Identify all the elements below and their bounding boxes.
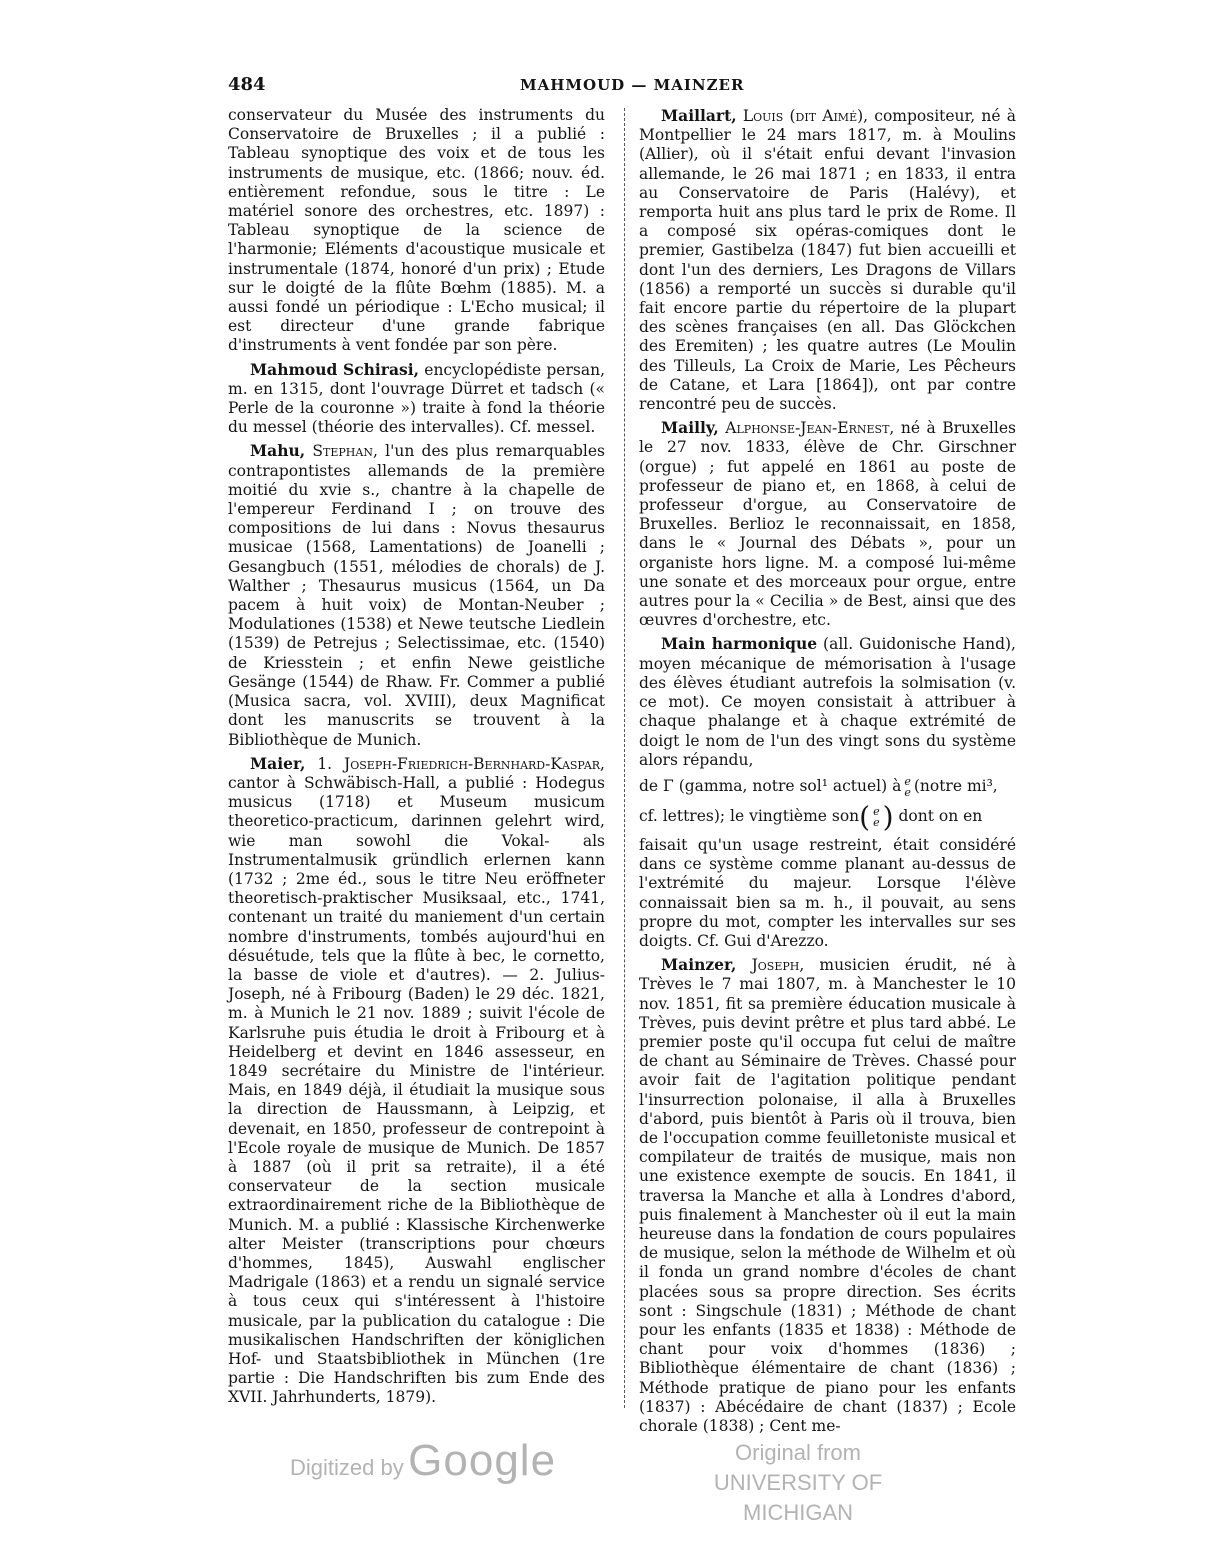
university-name: UNIVERSITY OF MICHIGAN (713, 1470, 883, 1525)
running-head: MAHMOUD — MAINZER (520, 76, 745, 94)
formula-text: de Γ (gamma, notre sol¹ actuel) à (639, 776, 902, 795)
headword: Main harmonique (661, 634, 818, 654)
fraction-bottom: e (904, 785, 911, 799)
entry-text: cantor à Schwäbisch-Hall, a publié : Hodegus musicus (1718) et Museum musicum theoretico-practicum, darinnen gelehrt wird, wie man sowohl die Vokal- als Instrumentalmusik gründlich erlernen kann (1732 ; 2me éd., sous le titre Neu eröffneter theoretisch-praktischer Musiksaal, etc., 1741, contenant un traité du maniement d'un certain nombre d'instruments, tombés aujourd'hui en désuétude, tels que la flûte à bec, le cornetto, la basse de viole et d'autres). — 2. Julius-Joseph, né à Fribourg (Baden) le 29 déc. 1821, m. à Munich le 21 nov. 1889 ; suivit l'école de Karlsruhe puis étudia le droit à Fribourg et à Heidelberg et devint en 1846 assesseur, en 1849 secrétaire du Ministre de l'intérieur. Mais, en 1849 déjà, il étudiait la musique sous la direction de Haussmann, à Leipzig, et devenait, en 1850, professeur de contrepoint à l'Ecole royale de musique de Munich. De 1857 à 1887 (où il prit sa retraite), il a été conservateur de la section musicale extraordinairement riche de la Bibliothèque de Munich. M. a publié : Klassische Kirchenwerke alter Meister (transcriptions pour chœurs d'hommes, 1845), Auswahl englischer Madrigale (1863) et a rendu un signalé service à tous ceux qui s'intéressent à l'histoire musicale, par la publication du catalogue : Die musikalischen Handschriften der königlichen Hof- und Staatsbibliothek in München (1re partie : Die Handschriften bis zum Ende des XVII. Jahrhunderts, 1879). (228, 773, 605, 1407)
original-from-text: Original from (735, 1440, 861, 1465)
digitized-by-text: Digitized by (290, 1455, 404, 1480)
entry-mahu (228, 441, 605, 749)
headword: Maillart, (661, 106, 737, 125)
entry-text: musicien érudit, né à Trèves le 7 mai 1807, m. à Manchester le 10 nov. 1851, fit sa première éducation musicale à Trèves, puis devint prêtre et plus tard abbé. Le premier poste qu'il occupa fut celui de maître de chant au Séminaire de Trèves. Chassé pour avoir fait de l'agitation politique pendant l'insurrection polonaise, il alla à Bruxelles d'abord, puis bientôt à Paris où il trouva, bien de l'occupation comme feuilletoniste musical et compilateur de traités de musique, mais non une existence exempte de soucis. En 1841, il traversa la Manche et alla à Londres d'abord, puis finalement à Manchester où il eut la main heureuse dans la fondation de cours populaires de musique, selon la méthode de Wilhelm et où il fonda un grand nombre d'écoles de chant placées sous sa propre direction. Ses écrits sont : Singschule (1831) ; Méthode de chant pour les enfants (1835 et 1838) : Méthode de chant pour voix d'hommes (1836) ; Bibliothèque élémentaire de chant (1836) ; Méthode pratique de piano pour les enfants (1837) : Abécédaire de chant (1837) ; Ecole chorale (1838) ; Cent me- (639, 956, 1016, 1435)
fraction-bottom: e (873, 815, 880, 829)
entry-mainzer (639, 955, 1016, 1436)
entry-text: (all. Guidonische Hand), moyen mécanique de mémorisation à l'usage des élèves étudiant autrefois la solmisation (v. ce mot). Ce moyen consistait à attribuer à chaque phalange et à chaque extrémité de doigt le nom de l'un des vingt sons du système alors répandu, (639, 635, 1016, 769)
entry-text: l'un des plus remarquables contrapontistes allemands de la première moitié du xvie s., chantre à la chapelle de l'empereur Ferdinand I ; on trouve des compositions de lui dans : Novus thesaurus musicae (1568, Lamentations) de Joanelli ; Gesangbuch (1551, mélodies de chorals) de J. Walther ; Thesaurus musicus (1564, un Da pacem à huit voix) de Montan-Neuber ; Modulationes (1538) et Newe teutsche Liedlein (1539) de Petrejus ; Selectissimae, etc. (1540) de Kriesstein ; et enfin Newe geistliche Gesänge (1544) de Rhaw. Fr. Commer a publié (Musica sacra, vol. XVIII), deux Magnificat dont les manuscrits se trouvent à la Bibliothèque de Munich. (228, 442, 605, 749)
entry-text: compositeur, né à Montpellier le 24 mars 1817, m. à Moulins (Allier), où il s'était enfui devant l'invasion allemande, le 26 mai 1871 ; en 1833, il entra au Conservatoire de Paris (Halévy), et remporta huit ans plus tard le prix de Rome. Il a composé six opéras-comiques dont le premier, Gastibelza (1847) fut bien accueilli et dont l'un des derniers, Les Dragons de Villars (1856) a remporté un succès si durable qu'il fait encore partie du répertoire de la plupart des scènes françaises (en all. Das Glöckchen des Eremiten) ; les quatre autres (Le Moulin des Tilleuls, La Croix de Marie, Les Pêcheurs de Catane, et Lara [1864]), ont par contre rencontré peu de succès. (639, 107, 1016, 414)
formula-text: dont on en (898, 806, 983, 825)
formula-line-1 (639, 776, 1016, 798)
forename: Stephan, (312, 442, 378, 461)
fraction-top: e (904, 774, 911, 788)
headword: Mahmoud Schirasi, (250, 359, 420, 379)
forename: Louis (dit Aimé), (742, 107, 869, 125)
entry-main-harmonique (639, 634, 1016, 769)
entry-mailly (639, 418, 1016, 630)
google-logo: Google (408, 1436, 557, 1485)
headword: Maier, (250, 753, 306, 773)
headword: Mailly, (661, 418, 719, 438)
fraction-top: e (873, 804, 880, 818)
google-watermark (290, 1436, 556, 1486)
formula-text: (notre mi³, (913, 776, 998, 795)
entry-text: encyclopédiste persan, m. en 1315, dont l'ouvrage Dürret et tadsch (« Perle de la couronne ») traite à fond la théorie du messel (théorie des intervalles). Cf. messel. (228, 360, 605, 437)
forename: Joseph, (751, 956, 805, 975)
forename: Alphonse-Jean-Ernest, (725, 419, 895, 438)
entry-text: né à Bruxelles le 27 nov. 1833, élève de Chr. Girschner (orgue) ; fut appelé en 1861 au poste de professeur de piano et, en 1868, à celui de professeur d'orgue, au Conservatoire de Bruxelles. Berlioz le reconnaissait, en 1858, dans le « Journal des Débats », pour un organiste hors ligne. M. a composé lui-même une sonate et des morceaux pour orgue, entre autres pour la « Cecilia » de Best, ainsi que des œuvres d'orchestre, etc. (639, 419, 1016, 630)
formula-text: cf. lettres); le vingtième son (639, 806, 860, 825)
fraction (904, 776, 911, 798)
entry-number: 1. (317, 754, 333, 773)
entry-mahmoud (228, 360, 605, 438)
right-column (639, 106, 1016, 1440)
column-divider (624, 108, 625, 1408)
library-watermark (668, 1438, 928, 1528)
fraction (873, 806, 880, 828)
entry-maier (228, 754, 605, 1408)
forename: Joseph-Friedrich-Bernhard-Kaspar, (344, 754, 605, 773)
entry-maillart (639, 106, 1016, 414)
headword: Mainzer, (661, 955, 737, 975)
page-number: 484 (228, 74, 266, 95)
left-column (228, 106, 605, 1412)
entry-continuation: faisait qu'un usage restreint, était considéré dans ce système comme planant au-dessus de l'extrémité du majeur. Lorsque l'élève connaissait bien sa m. h., il pouvait, au sens propre du mot, compter les intervalles sur ses doigts. Cf. Gui d'Arezzo. (639, 835, 1016, 950)
entry-continuation: conservateur du Musée des instruments du Conservatoire de Bruxelles ; il a publié : Tableau synoptique des voix et de tous les instruments de musique, etc. (1866; nouv. éd. entièrement refondue, sous le titre : Le matériel sonore des orchestres, etc. 1897) : Tableau synoptique de la science de l'harmonie; Eléments d'acoustique musicale et instrumentale (1874, honoré d'un prix) ; Etude sur le doigté de la flûte Bœhm (1885). M. a aussi fondé un périodique : L'Echo musical; il est directeur d'une grande fabrique d'instruments à vent fondée par son père. (228, 106, 605, 355)
formula-line-2: cf. lettres); le vingtième son( e e ) dont on en (639, 800, 983, 834)
headword: Mahu, (250, 441, 306, 461)
